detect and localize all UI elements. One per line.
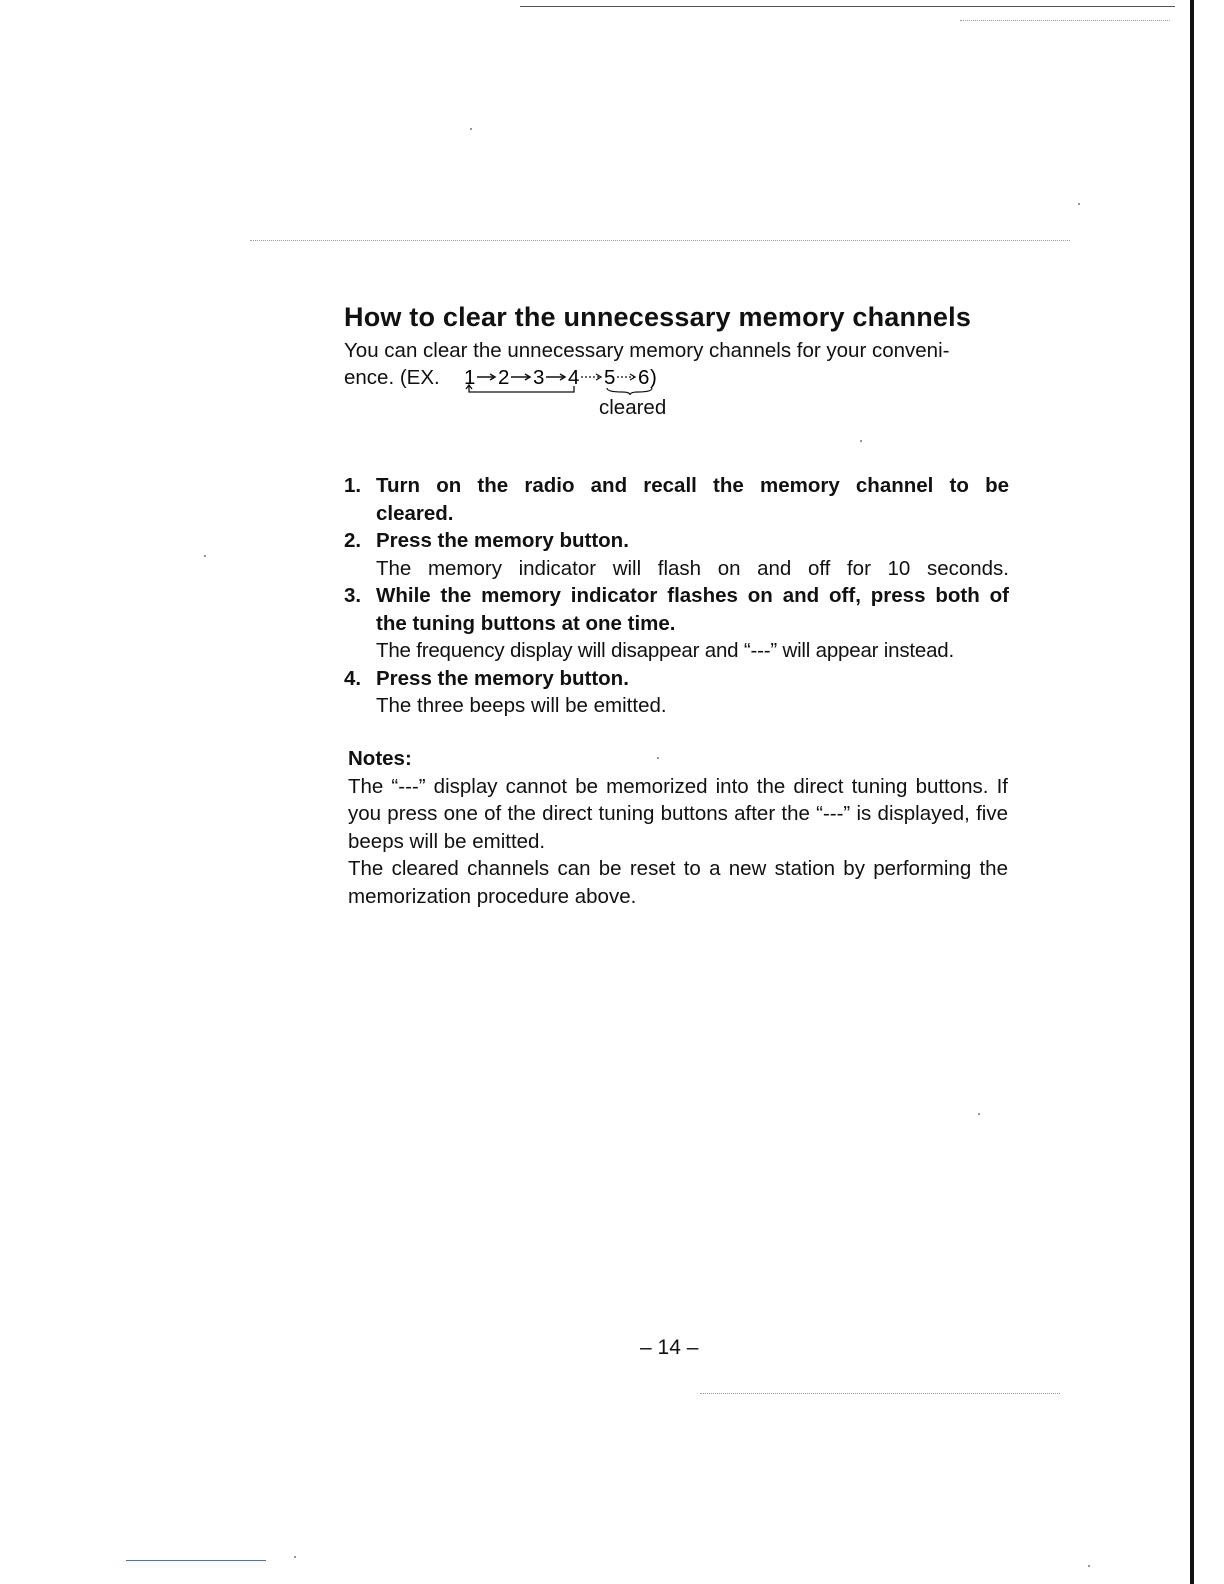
step-instruction: Turn on the radio and recall the memory channel to be bbox=[376, 474, 1009, 497]
step-number: 4. bbox=[344, 666, 362, 690]
page-edge bbox=[1190, 0, 1194, 1584]
loop-back-bracket bbox=[469, 386, 574, 392]
channel-6: 6 bbox=[638, 366, 650, 389]
channel-2: 2 bbox=[498, 366, 510, 389]
step-item bbox=[344, 527, 1009, 582]
scan-speck bbox=[204, 555, 206, 557]
notes-paragraph: The cleared channels can be reset to a new station by performing the memorization procedure above. bbox=[348, 857, 1008, 908]
scan-line bbox=[520, 6, 1175, 7]
scan-line bbox=[250, 240, 1070, 241]
close-paren: ) bbox=[650, 366, 657, 389]
step-item bbox=[344, 665, 1009, 720]
step-instruction: the tuning buttons at one time. bbox=[376, 611, 676, 635]
step-instruction: cleared. bbox=[376, 501, 454, 525]
step-item bbox=[344, 472, 1009, 527]
steps-list bbox=[344, 472, 1009, 720]
intro-line-2-prefix: ence. (EX. bbox=[344, 366, 440, 389]
step-item bbox=[344, 582, 1009, 665]
scan-speck bbox=[1088, 1565, 1090, 1567]
step-detail: The three beeps will be emitted. bbox=[376, 694, 667, 717]
section-heading: How to clear the unnecessary memory channels bbox=[344, 302, 972, 332]
scan-speck bbox=[294, 1556, 296, 1558]
notes-paragraph: The “---” display cannot be memorized into the direct tuning buttons. If you press one of the direct tuning buttons after the “---” is displayed, five beeps will be emitted. bbox=[348, 774, 1008, 853]
scan-speck bbox=[978, 1113, 980, 1115]
step-number: 1. bbox=[344, 474, 362, 497]
channel-4: 4 bbox=[568, 366, 580, 389]
section-clear-memory bbox=[344, 302, 1009, 419]
page-number: – 14 – bbox=[640, 1336, 699, 1359]
channel-5: 5 bbox=[604, 366, 616, 389]
intro-line-1: You can clear the unnecessary memory channels for your conveni- bbox=[344, 339, 950, 362]
scan-speck bbox=[470, 128, 472, 130]
step-detail: The frequency display will disappear and “---” will appear instead. bbox=[376, 639, 954, 662]
notes-section bbox=[348, 745, 1008, 910]
scan-line bbox=[700, 1393, 1060, 1394]
notes-title: Notes: bbox=[348, 747, 412, 770]
step-instruction: Press the memory button. bbox=[376, 666, 629, 690]
step-number: 2. bbox=[344, 529, 362, 552]
cleared-label: cleared bbox=[599, 396, 667, 419]
example-line bbox=[344, 364, 1009, 419]
footnote-rule bbox=[126, 1560, 266, 1561]
scan-speck bbox=[860, 440, 862, 442]
scan-speck bbox=[1078, 203, 1080, 205]
step-instruction: Press the memory button. bbox=[376, 529, 629, 552]
channel-1: 1 bbox=[464, 366, 476, 389]
channel-3: 3 bbox=[533, 366, 545, 389]
step-detail: The memory indicator will flash on and off for 10 seconds. bbox=[376, 556, 1009, 580]
step-instruction: While the memory indicator flashes on and off, press both of bbox=[376, 584, 1009, 607]
step-number: 3. bbox=[344, 584, 362, 607]
scan-line bbox=[960, 20, 1170, 21]
